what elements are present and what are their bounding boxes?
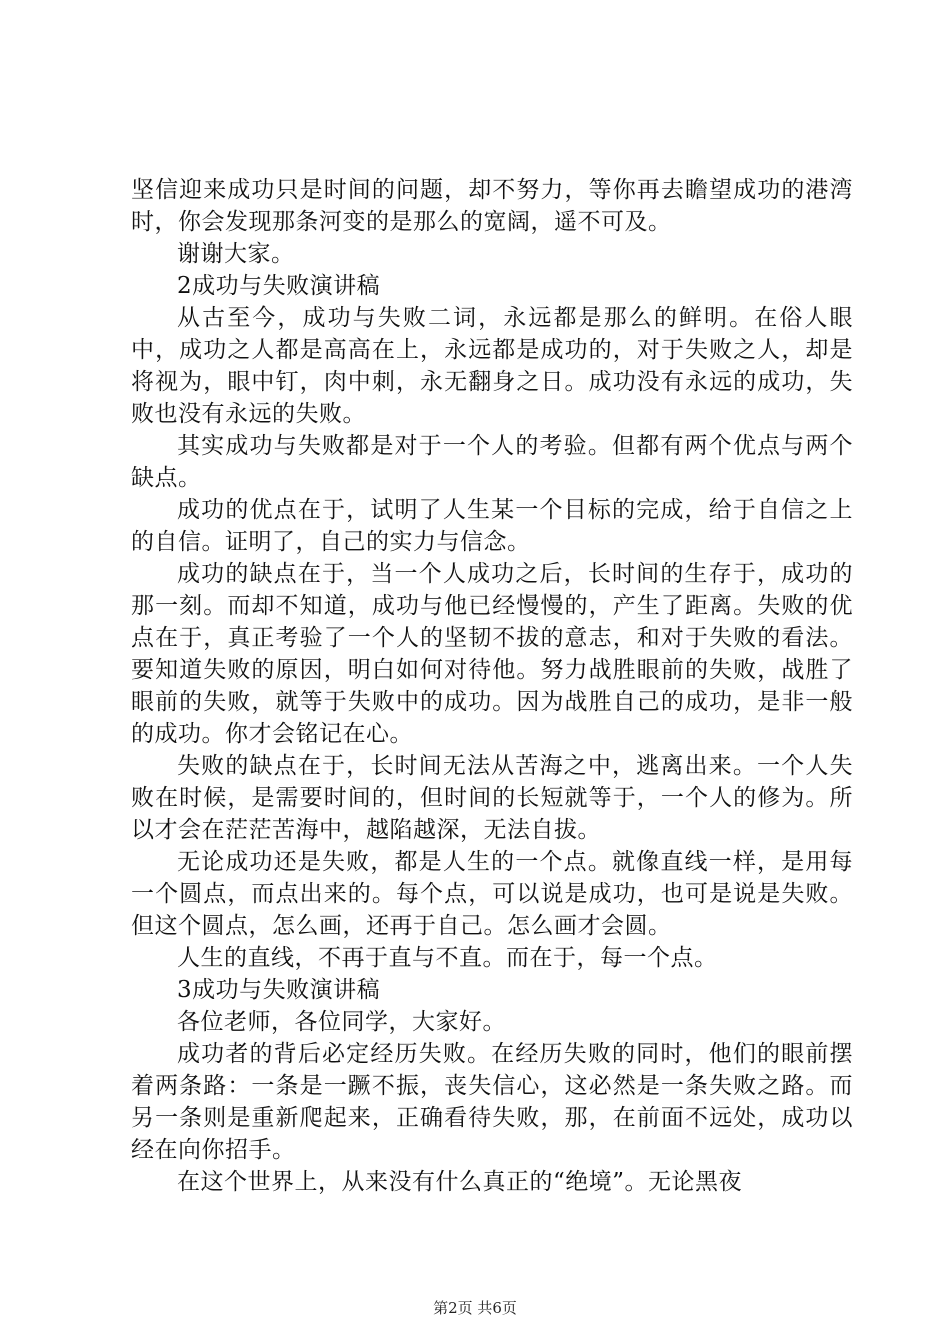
paragraph: 成功的优点在于，试明了人生某一个目标的完成，给于自信之上的自信。证明了，自己的实力与信念。 bbox=[131, 497, 853, 555]
paragraph: 坚信迎来成功只是时间的问题，却不努力，等你再去瞻望成功的港湾时，你会发现那条河变的是那么的宽阔，遥不可及。 bbox=[131, 177, 853, 235]
paragraph: 在这个世界上，从来没有什么真正的“绝境”。无论黑夜 bbox=[177, 1169, 743, 1195]
paragraph: 谢谢大家。 bbox=[177, 241, 295, 267]
section-heading: 3成功与失败演讲稿 bbox=[177, 977, 381, 1003]
paragraph: 其实成功与失败都是对于一个人的考验。但都有两个优点与两个缺点。 bbox=[131, 433, 853, 491]
page-number-footer: 第2页 共6页 bbox=[433, 1299, 517, 1317]
paragraph: 成功者的背后必定经历失败。在经历失败的同时，他们的眼前摆着两条路：一条是一蹶不振，丧失信心，这必然是一条失败之路。而另一条则是重新爬起来，正确看待失败，那，在前面不远处，成功以经在向你招手。 bbox=[131, 1041, 853, 1163]
section-heading: 2成功与失败演讲稿 bbox=[177, 273, 381, 299]
paragraph: 成功的缺点在于，当一个人成功之后，长时间的生存于，成功的那一刻。而却不知道，成功与他已经慢慢的，产生了距离。失败的优点在于，真正考验了一个人的坚韧不拔的意志，和对于失败的看法。要知道失败的原因，明白如何对待他。努力战胜眼前的失败，战胜了眼前的失败，就等于失败中的成功。因为战胜自己的成功，是非一般的成功。你才会铭记在心。 bbox=[131, 561, 853, 747]
document-body bbox=[131, 174, 853, 1198]
paragraph: 从古至今，成功与失败二词，永远都是那么的鲜明。在俗人眼中，成功之人都是高高在上，永远都是成功的，对于失败之人，却是将视为，眼中钉，肉中刺，永无翻身之日。成功没有永远的成功，失败也没有永远的失败。 bbox=[131, 305, 853, 427]
paragraph: 失败的缺点在于，长时间无法从苦海之中，逃离出来。一个人失败在时候，是需要时间的，但时间的长短就等于，一个人的修为。所以才会在茫茫苦海中，越陷越深，无法自拔。 bbox=[131, 753, 853, 843]
paragraph: 各位老师，各位同学，大家好。 bbox=[177, 1009, 506, 1035]
paragraph: 人生的直线，不再于直与不直。而在于，每一个点。 bbox=[177, 945, 718, 971]
paragraph: 无论成功还是失败，都是人生的一个点。就像直线一样，是用每一个圆点，而点出来的。每个点，可以说是成功，也可是说是失败。但这个圆点，怎么画，还再于自己。怎么画才会圆。 bbox=[131, 849, 853, 939]
